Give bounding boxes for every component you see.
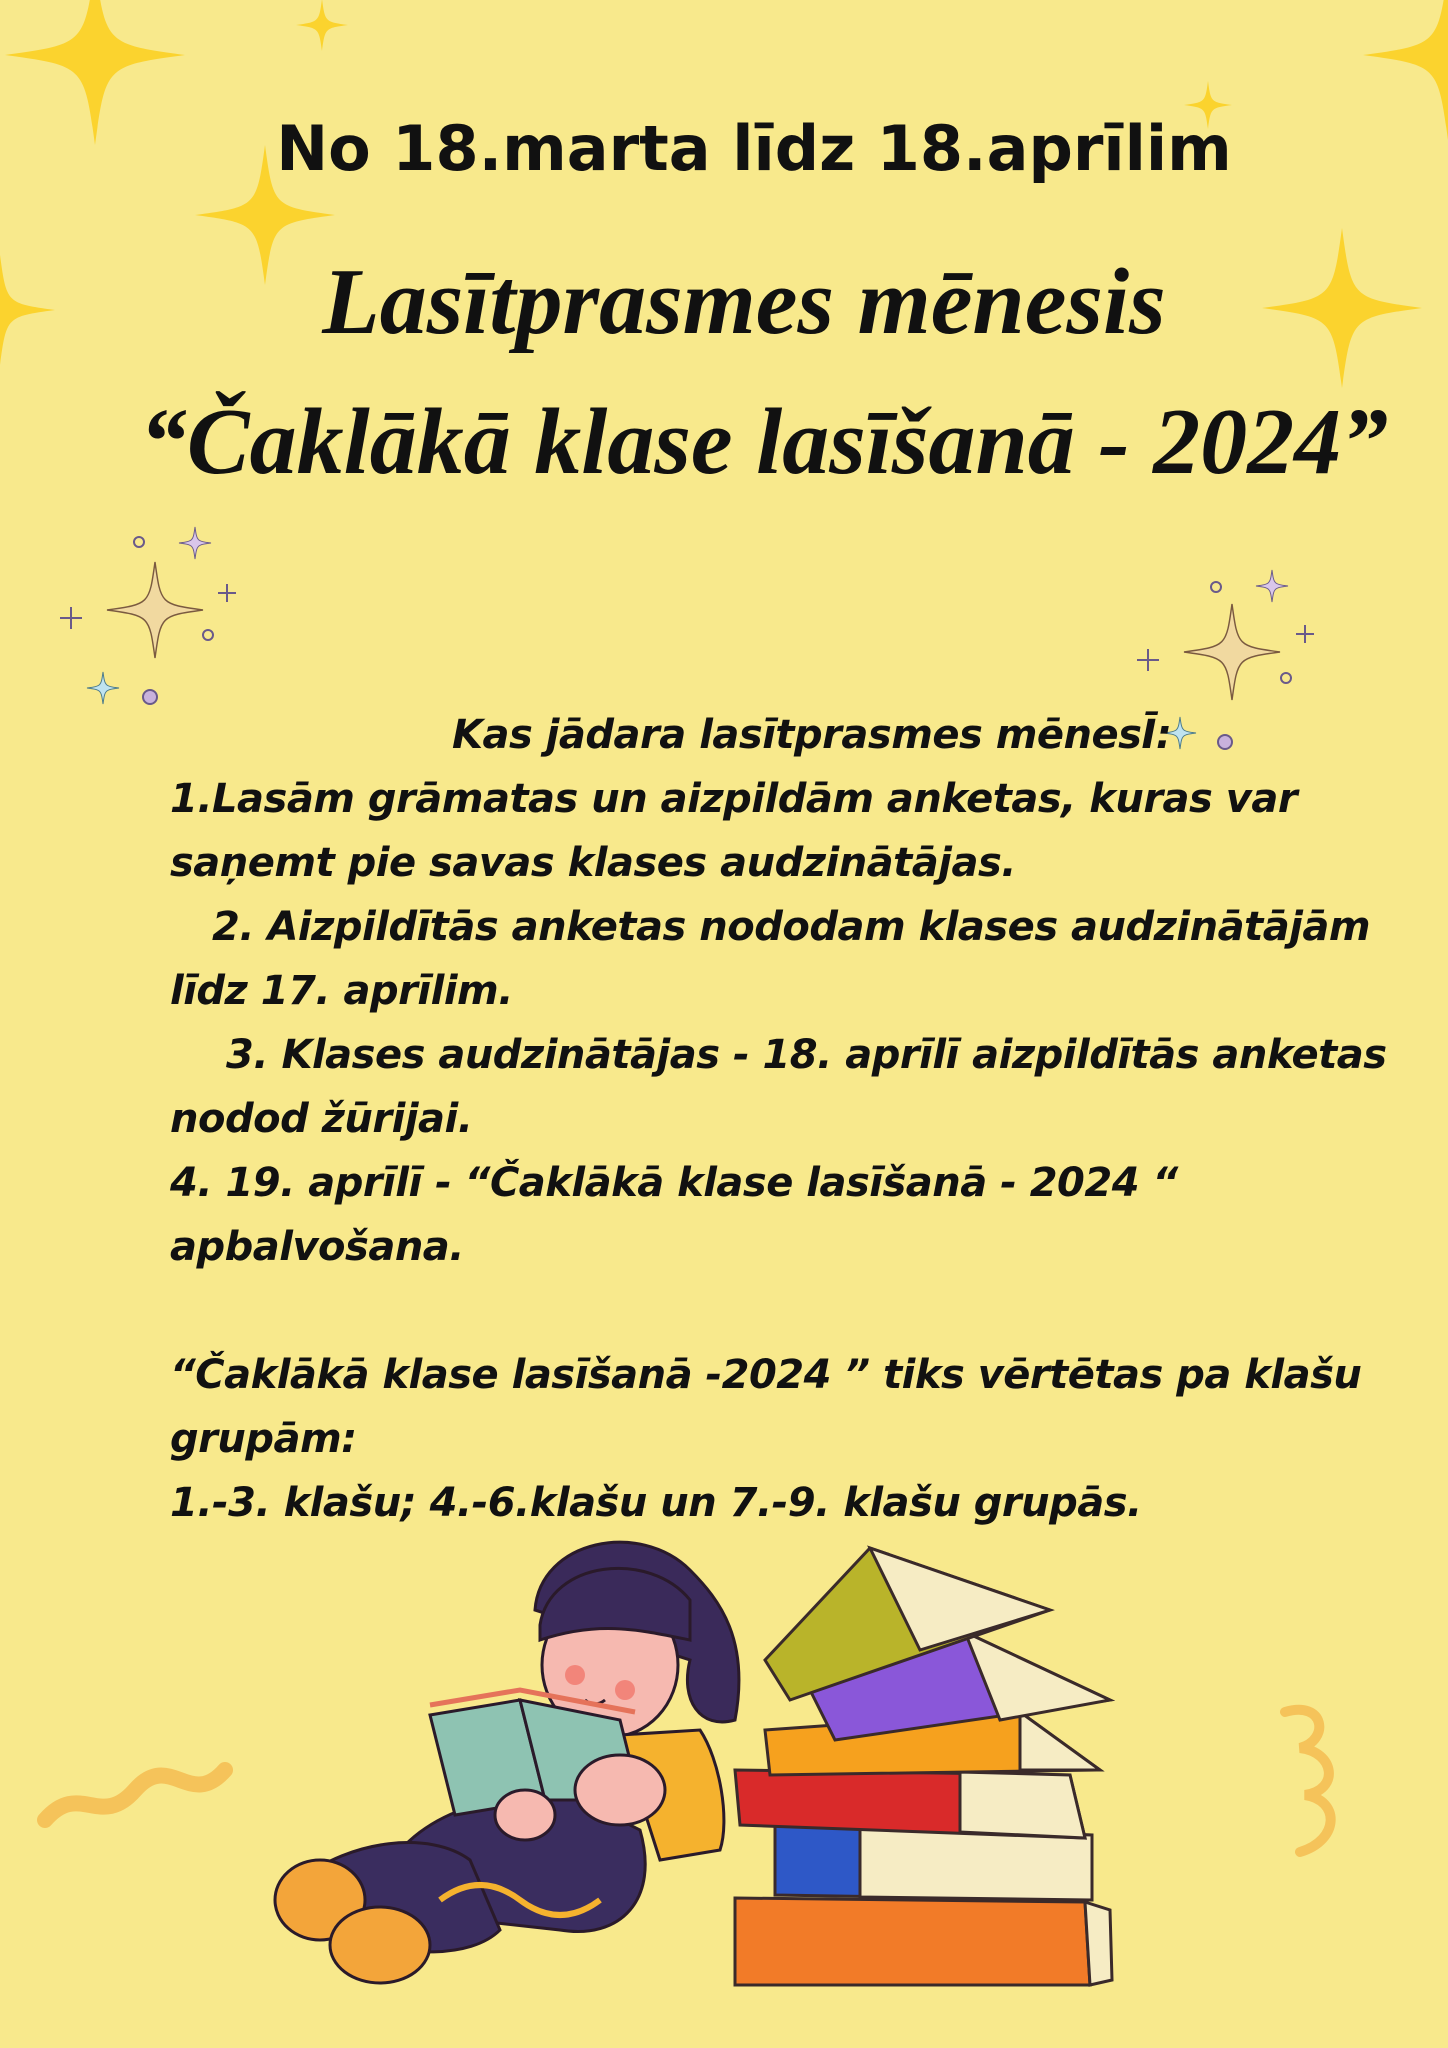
instruction-line: saņemt pie savas klases audzinātājas.	[170, 840, 1016, 886]
page-subtitle: “Čaklākā klase lasīšanā - 2024”	[139, 390, 1389, 494]
instruction-line: nodod žūrijai.	[170, 1096, 473, 1142]
evaluation-line: “Čaklākā klase lasīšanā -2024 ” tiks vērtētas pa klašu	[170, 1352, 1362, 1398]
book-stack-illustration	[735, 1548, 1112, 1985]
instruction-line: 4. 19. aprīlī - “Čaklākā klase lasīšanā - 2024 “	[170, 1160, 1178, 1206]
evaluation-line: grupām:	[170, 1416, 357, 1462]
page-title: Lasītprasmes mēnesis	[322, 250, 1166, 354]
instruction-line: 1.Lasām grāmatas un aizpildām anketas, kuras var	[170, 776, 1298, 822]
instruction-line: līdz 17. aprīlim.	[170, 968, 513, 1014]
instructions-heading: Kas jādara lasītprasmes mēnesĪ:	[452, 712, 1172, 758]
instruction-line: 2. Aizpildītās anketas nododam klases audzinātājām	[212, 904, 1371, 950]
date-range: No 18.marta līdz 18.aprīlim	[276, 112, 1232, 185]
girl-reading-illustration	[275, 1542, 739, 1983]
instruction-line: apbalvošana.	[170, 1224, 464, 1270]
instruction-line: 3. Klases audzinātājas - 18. aprīlī aizpildītās anketas	[226, 1032, 1387, 1078]
evaluation-line: 1.-3. klašu; 4.-6.klašu un 7.-9. klašu grupās.	[170, 1480, 1142, 1526]
